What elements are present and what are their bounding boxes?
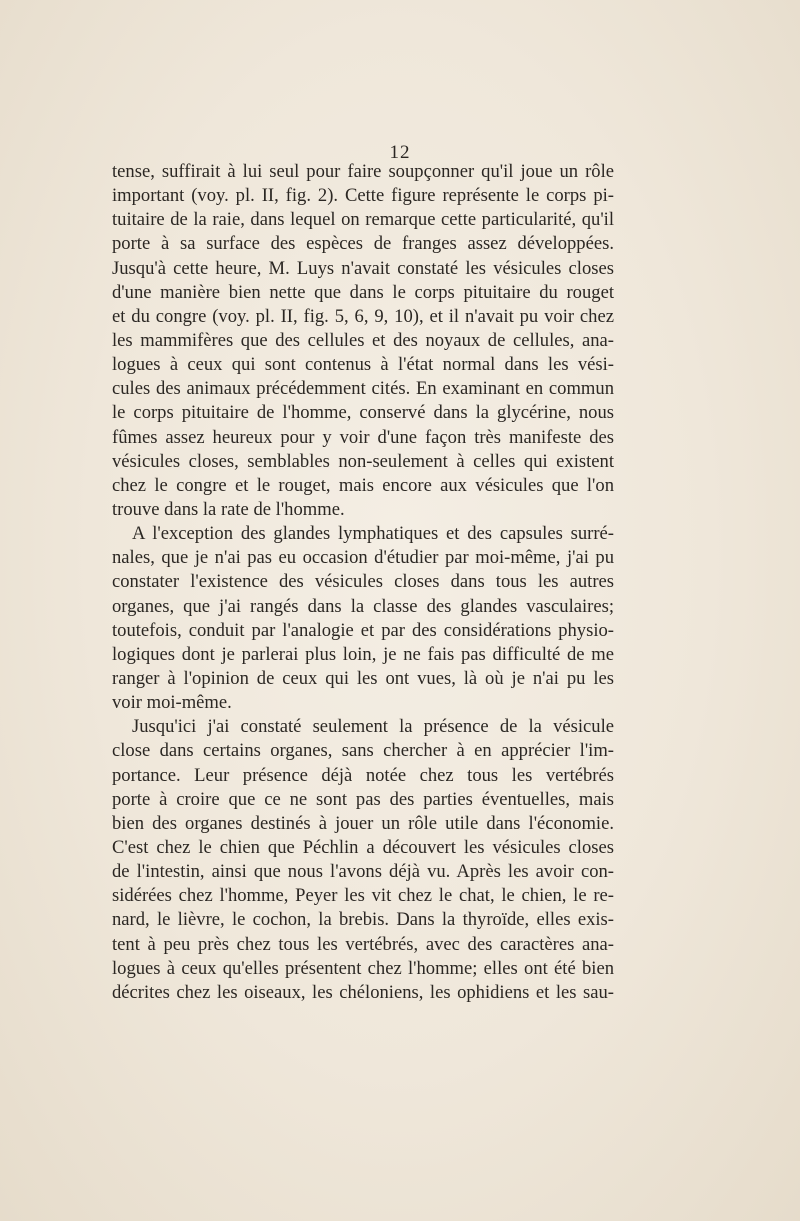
text-line: C'est chez le chien que Péchlin a découvert les vésicules closes xyxy=(112,836,614,858)
text-line: logues à ceux qu'elles présentent chez l'homme; elles ont été bien xyxy=(112,957,614,979)
text-line: bien des organes destinés à jouer un rôle utile dans l'économie. xyxy=(112,812,614,834)
text-line: nard, le lièvre, le cochon, la brebis. Dans la thyroïde, elles exis- xyxy=(112,909,614,931)
text-line: important (voy. pl. II, fig. 2). Cette figure représente le corps pi- xyxy=(112,185,614,207)
text-line: chez le congre et le rouget, mais encore aux vésicules que l'on xyxy=(112,474,614,496)
text-line: Jusqu'à cette heure, M. Luys n'avait constaté les vésicules closes xyxy=(112,257,614,279)
text-line: constater l'existence des vésicules closes dans tous les autres xyxy=(112,571,614,593)
text-line: porte à croire que ce ne sont pas des parties éventuelles, mais xyxy=(112,788,614,810)
text-line: porte à sa surface des espèces de franges assez développées. xyxy=(112,233,614,255)
text-line: sidérées chez l'homme, Peyer les vit chez le chat, le chien, le re- xyxy=(112,885,614,907)
text-line: organes, que j'ai rangés dans la classe des glandes vasculaires; xyxy=(112,595,614,617)
text-line: tuitaire de la raie, dans lequel on remarque cette particularité, qu'il xyxy=(112,209,614,231)
text-line: décrites chez les oiseaux, les chéloniens, les ophidiens et les sau- xyxy=(112,981,614,1003)
text-line: le corps pituitaire de l'homme, conservé dans la glycérine, nous xyxy=(112,402,614,424)
text-line: trouve dans la rate de l'homme. xyxy=(112,498,345,520)
text-line: vésicules closes, semblables non-seulement à celles qui existent xyxy=(112,450,614,472)
text-line: tense, suffirait à lui seul pour faire soupçonner qu'il joue un rôle xyxy=(112,161,614,182)
text-line: close dans certains organes, sans chercher à en apprécier l'im- xyxy=(112,740,614,762)
text-line: les mammifères que des cellules et des noyaux de cellules, ana- xyxy=(112,329,614,351)
text-line: logues à ceux qui sont contenus à l'état normal dans les vési- xyxy=(112,354,614,376)
text-line: d'une manière bien nette que dans le corps pituitaire du rouget xyxy=(112,281,614,303)
text-line: nales, que je n'ai pas eu occasion d'étudier par moi-même, j'ai pu xyxy=(112,547,614,569)
text-line: de l'intestin, ainsi que nous l'avons déjà vu. Après les avoir con- xyxy=(112,861,614,883)
text-line: cules des animaux précédemment cités. En examinant en commun xyxy=(112,378,614,400)
text-line: et du congre (voy. pl. II, fig. 5, 6, 9, 10), et il n'avait pu voir chez xyxy=(112,305,614,327)
text-line: logiques dont je parlerai plus loin, je ne fais pas difficulté de me xyxy=(112,643,614,665)
text-line: ranger à l'opinion de ceux qui les ont vues, là où je n'ai pu les xyxy=(112,667,614,689)
text-line: Jusqu'ici j'ai constaté seulement la présence de la vésicule xyxy=(132,716,614,738)
body-text xyxy=(112,160,614,1005)
text-line: tent à peu près chez tous les vertébrés, avec des caractères ana- xyxy=(112,933,614,955)
page-number: 12 xyxy=(389,142,411,163)
text-line: A l'exception des glandes lymphatiques et des capsules surré- xyxy=(132,523,614,545)
text-line: fûmes assez heureux pour y voir d'une façon très manifeste des xyxy=(112,426,614,448)
text-line: portance. Leur présence déjà notée chez tous les vertébrés xyxy=(112,764,614,786)
text-line: voir moi-même. xyxy=(112,692,232,714)
text-line: toutefois, conduit par l'analogie et par des considérations physio- xyxy=(112,619,614,641)
